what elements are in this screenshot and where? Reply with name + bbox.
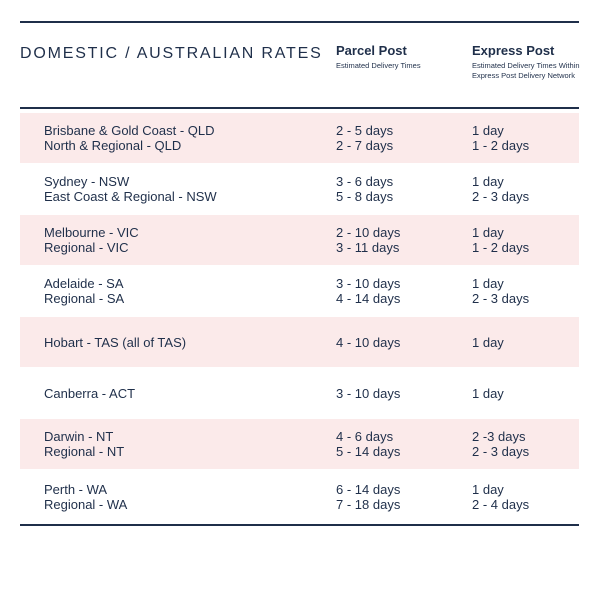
region-cell-line: Perth - WA [44, 482, 108, 497]
region-cell [44, 335, 186, 350]
rates-table [20, 21, 579, 526]
express-post-cell-line: 2 - 4 days [472, 497, 530, 512]
parcel-post-cell-line: 4 - 10 days [336, 334, 401, 350]
parcel-post-cell [336, 386, 400, 401]
express-post-cell-line: 1 day [472, 482, 504, 497]
parcel-post-cell [336, 276, 400, 306]
express-post-cell [472, 174, 529, 204]
region-cell-line: Regional - NT [44, 444, 125, 459]
region-cell [44, 482, 127, 512]
page-title: DOMESTIC / AUSTRALIAN RATES [20, 45, 323, 62]
parcel-post-cell-line: 6 - 14 days [336, 482, 401, 497]
region-cell [44, 174, 217, 204]
table-row [20, 470, 579, 524]
parcel-post-cell-line: 3 - 10 days [336, 276, 401, 291]
parcel-post-cell [336, 174, 393, 204]
parcel-post-cell-line: 3 - 6 days [336, 174, 394, 189]
bottom-rule [20, 524, 579, 526]
table-row [20, 368, 579, 418]
express-post-cell [472, 429, 529, 459]
parcel-post-cell-line: 3 - 10 days [336, 385, 401, 401]
table-row [20, 419, 579, 469]
express-post-cell [472, 482, 529, 512]
region-cell-line: North & Regional - QLD [44, 138, 182, 153]
parcel-post-cell-line: 5 - 8 days [336, 189, 394, 204]
parcel-post-cell-line: 2 - 7 days [336, 138, 394, 153]
express-post-cell-line: 2 -3 days [472, 429, 526, 444]
express-post-cell-line: 1 day [472, 334, 504, 350]
express-post-cell [472, 335, 504, 350]
express-post-cell-line: 1 day [472, 174, 504, 189]
express-post-cell-line: 1 day [472, 276, 504, 291]
parcel-post-subtitle: Estimated Delivery Times [336, 61, 421, 70]
parcel-post-cell [336, 123, 393, 153]
table-row [20, 266, 579, 316]
parcel-post-title: Parcel Post [336, 43, 407, 58]
parcel-post-cell-line: 4 - 14 days [336, 291, 401, 306]
parcel-post-cell [336, 429, 400, 459]
express-post-cell-line: 1 - 2 days [472, 138, 530, 153]
parcel-post-cell-line: 3 - 11 days [336, 240, 400, 255]
region-cell-line: Adelaide - SA [44, 276, 124, 291]
region-cell [44, 429, 124, 459]
region-cell-line: Hobart - TAS (all of TAS) [44, 334, 187, 350]
parcel-post-cell-line: 5 - 14 days [336, 444, 401, 459]
table-row [20, 164, 579, 214]
table-row [20, 317, 579, 367]
region-cell-line: Sydney - NSW [44, 174, 130, 189]
parcel-post-cell [336, 225, 400, 255]
express-post-title: Express Post [472, 43, 555, 58]
region-cell [44, 276, 124, 306]
express-post-subtitle: Estimated Delivery Times Within Express Post Delivery Network [472, 61, 580, 80]
express-post-cell-line: 1 day [472, 225, 504, 240]
express-post-cell-line: 1 - 2 days [472, 240, 530, 255]
express-post-cell [472, 276, 529, 306]
region-cell-line: Canberra - ACT [44, 385, 136, 401]
parcel-post-cell-line: 7 - 18 days [336, 497, 401, 512]
express-post-cell-line: 2 - 3 days [472, 189, 530, 204]
parcel-post-column-header [336, 43, 421, 71]
express-post-cell-line: 2 - 3 days [472, 444, 530, 459]
region-cell-line: Melbourne - VIC [44, 225, 139, 240]
express-post-cell-line: 1 day [472, 385, 504, 401]
region-cell [44, 123, 215, 153]
region-cell [44, 225, 139, 255]
express-post-cell [472, 386, 504, 401]
express-post-cell-line: 2 - 3 days [472, 291, 530, 306]
express-post-cell [472, 123, 529, 153]
region-cell-line: Regional - WA [44, 497, 128, 512]
express-post-column-header [472, 43, 582, 81]
region-cell-line: East Coast & Regional - NSW [44, 189, 217, 204]
express-post-cell [472, 225, 529, 255]
rates-rows [20, 109, 579, 524]
parcel-post-cell [336, 482, 400, 512]
region-cell-line: Regional - SA [44, 291, 125, 306]
parcel-post-cell [336, 335, 400, 350]
region-cell-line: Darwin - NT [44, 429, 114, 444]
parcel-post-cell-line: 2 - 10 days [336, 225, 401, 240]
table-header [20, 23, 579, 107]
region-cell [44, 386, 135, 401]
table-row [20, 113, 579, 163]
region-cell-line: Brisbane & Gold Coast - QLD [44, 123, 215, 138]
express-post-cell-line: 1 day [472, 123, 504, 138]
parcel-post-cell-line: 4 - 6 days [336, 429, 394, 444]
table-row [20, 215, 579, 265]
region-cell-line: Regional - VIC [44, 240, 129, 255]
parcel-post-cell-line: 2 - 5 days [336, 123, 394, 138]
